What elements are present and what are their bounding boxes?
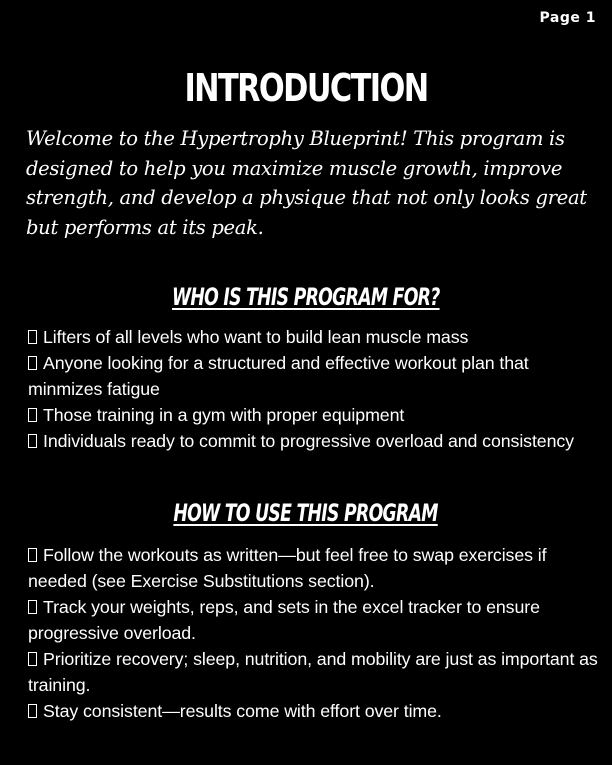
how-section-heading-text: HOW TO USE THIS PROGRAM <box>173 499 439 527</box>
list-item <box>28 428 598 454</box>
list-item <box>28 698 598 724</box>
who-section-heading <box>0 282 612 312</box>
list-item <box>28 350 598 402</box>
list-item <box>28 324 598 350</box>
list-item-text: Anyone looking for a structured and effective workout plan that minmizes fatigue <box>28 353 529 399</box>
list-item-text: Lifters of all levels who want to build lean muscle mass <box>43 327 469 347</box>
how-section-heading <box>0 498 612 528</box>
missing-glyph-box-icon <box>28 434 37 448</box>
missing-glyph-box-icon <box>28 548 37 562</box>
list-item-text: Track your weights, reps, and sets in the excel tracker to ensure progressive overload. <box>28 597 540 643</box>
missing-glyph-box-icon <box>28 356 37 370</box>
list-item-text: Follow the workouts as written—but feel free to swap exercises if needed (see Exercise Substitutions section). <box>28 545 547 591</box>
list-item <box>28 646 598 698</box>
missing-glyph-box-icon <box>28 704 37 718</box>
list-item <box>28 542 598 594</box>
list-item-text: Individuals ready to commit to progressive overload and consistency <box>43 431 574 451</box>
missing-glyph-box-icon <box>28 408 37 422</box>
intro-paragraph: Welcome to the Hypertrophy Blueprint! This program is designed to help you maximize muscle growth, improve strength, and develop a physique that not only looks great but performs at its peak. <box>26 127 587 239</box>
who-section-heading-text: WHO IS THIS PROGRAM FOR? <box>172 283 440 311</box>
how-list <box>28 542 598 724</box>
list-item-text: Stay consistent—results come with effort over time. <box>43 701 442 721</box>
missing-glyph-box-icon <box>28 600 37 614</box>
list-item <box>28 402 598 428</box>
page-title: INTRODUCTION <box>184 66 428 110</box>
list-item-text: Those training in a gym with proper equipment <box>43 405 405 425</box>
missing-glyph-box-icon <box>28 330 37 344</box>
list-item-text: Prioritize recovery; sleep, nutrition, and mobility are just as important as training. <box>28 649 598 695</box>
page-number: Page 1 <box>539 10 596 26</box>
who-list <box>28 324 598 454</box>
missing-glyph-box-icon <box>28 652 37 666</box>
list-item <box>28 594 598 646</box>
